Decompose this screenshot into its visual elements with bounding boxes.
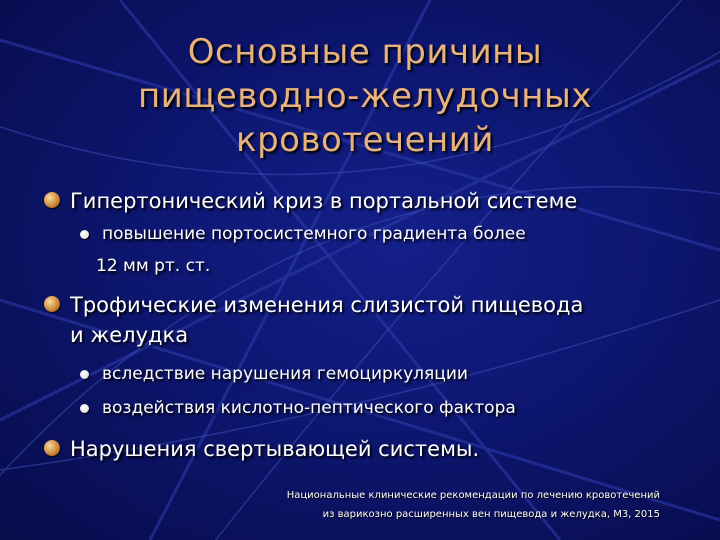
title-line-3: кровотечений (236, 120, 494, 160)
sub-list-item (44, 360, 684, 388)
footnote-line-1: Национальные клинические рекомендации по лечению кровотечений (286, 490, 660, 501)
title-line-1: Основные причины (187, 32, 543, 72)
footnote-line-2: из варикозно расширенных вен пищевода и желудка, М3, 2015 (322, 509, 660, 520)
list-item-text: Гипертонический криз в портальной системе (70, 189, 578, 213)
sub-bullet-icon (80, 404, 89, 413)
title-line-2: пищеводно-желудочных (138, 76, 592, 116)
sub-list-item-text: повышение портосистемного градиента более (102, 224, 526, 244)
list-item-text: Трофические изменения слизистой пищевода (70, 293, 584, 317)
sub-list-item (44, 394, 684, 422)
bullet-list (44, 186, 684, 464)
list-item-text: Нарушения свертывающей системы. (70, 437, 480, 461)
sub-list-item-text: воздействия кислотно-пептического фактора (102, 398, 516, 418)
list-item-text-continuation: и желудка (70, 323, 189, 347)
list-item (44, 186, 684, 216)
sub-bullet-icon (80, 230, 89, 239)
sub-list-item-text: вследствие нарушения гемоциркуляции (102, 364, 468, 384)
bullet-icon (44, 296, 60, 312)
sub-list-item (44, 220, 684, 248)
sub-bullet-icon (80, 370, 89, 379)
bullet-icon (44, 440, 60, 456)
footnote (287, 486, 660, 524)
bullet-icon (44, 192, 60, 208)
slide-title (60, 30, 670, 162)
list-item (44, 434, 684, 464)
sub-list-item-continuation: 12 мм рт. ст. (96, 256, 211, 276)
list-item (44, 290, 684, 350)
